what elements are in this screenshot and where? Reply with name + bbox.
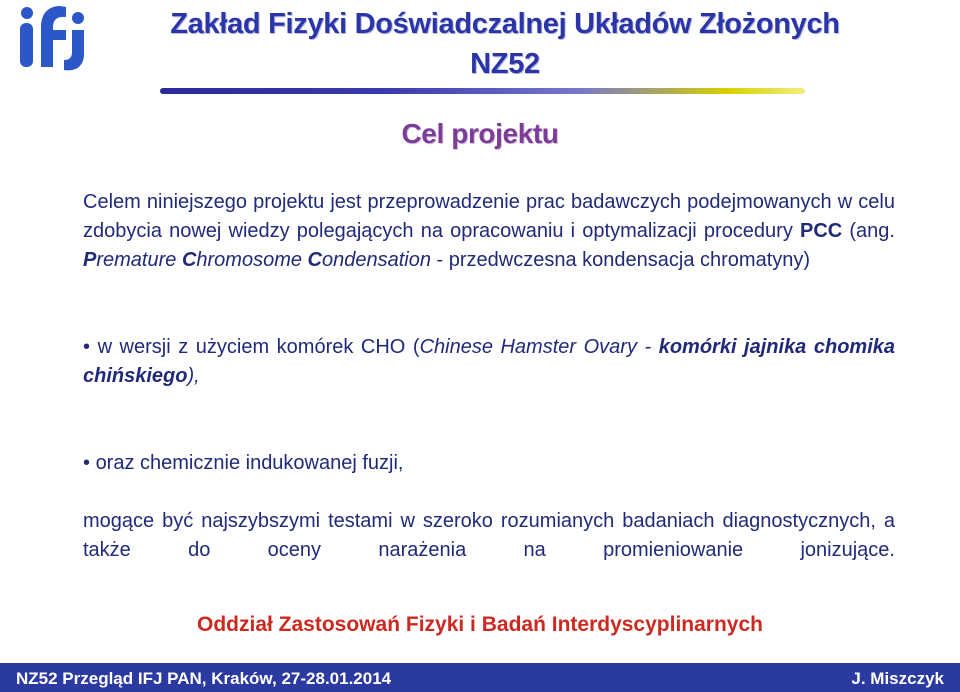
pcc-acronym: PCC bbox=[800, 220, 843, 242]
bullet-item-fusion bbox=[83, 449, 895, 478]
section-title: Cel projektu bbox=[401, 118, 559, 149]
acronym-letter-c2: C bbox=[307, 249, 322, 271]
page-title: Zakład Fizyki Doświadczalnej Układów Złożonych bbox=[170, 8, 840, 40]
acronym-letter-p: P bbox=[83, 249, 97, 271]
term-premature: remature bbox=[96, 249, 182, 271]
intro-text-1: Celem niniejszego projektu jest przeprowadzenie prac badawczych podejmowanych w celu zdobycia nowej wiedzy polegających na opracowaniu i optymalizacji procedury bbox=[83, 191, 895, 242]
gradient-divider bbox=[160, 88, 805, 94]
ifj-logo-icon bbox=[14, 2, 94, 72]
acronym-letter-c: C bbox=[181, 249, 197, 271]
bullet1-text-1: w wersji z użyciem komórek CHO ( bbox=[97, 336, 420, 358]
bullet1-italic: Chinese Hamster Ovary - bbox=[419, 336, 659, 358]
bullet2-text: oraz chemicznie indukowanej fuzji, bbox=[95, 452, 404, 474]
bullet1-text-2: ), bbox=[187, 365, 200, 387]
footer-bar bbox=[0, 663, 960, 692]
term-chromosome: hromosome bbox=[196, 249, 308, 271]
footer-event: NZ52 Przegląd IFJ PAN, Kraków, 27-28.01.2014 bbox=[16, 669, 392, 688]
bullet-item-cho bbox=[83, 333, 895, 420]
bullet-icon: • bbox=[83, 452, 96, 474]
term-condensation: ondensation bbox=[322, 249, 431, 271]
intro-paragraph bbox=[83, 188, 895, 304]
intro-text-3: - przedwczesna kondensacja chromatyny) bbox=[430, 249, 811, 271]
closing-paragraph: mogące być najszybszymi testami w szeroko rozumianych badaniach diagnostycznych, a także do oceny narażenia na promieniowanie jonizujące. bbox=[83, 510, 895, 561]
bullet1-bold-italic: komórki jajnika chomika chińskiego bbox=[83, 336, 896, 387]
footer-author: J. Miszczyk bbox=[851, 669, 944, 688]
bullet-icon: • bbox=[83, 336, 98, 358]
department-name: Oddział Zastosowań Fizyki i Badań Interdyscyplinarnych bbox=[197, 613, 763, 636]
intro-text-2: (ang. bbox=[842, 220, 895, 242]
content-body bbox=[83, 188, 895, 594]
page-subtitle: NZ52 bbox=[470, 48, 540, 80]
